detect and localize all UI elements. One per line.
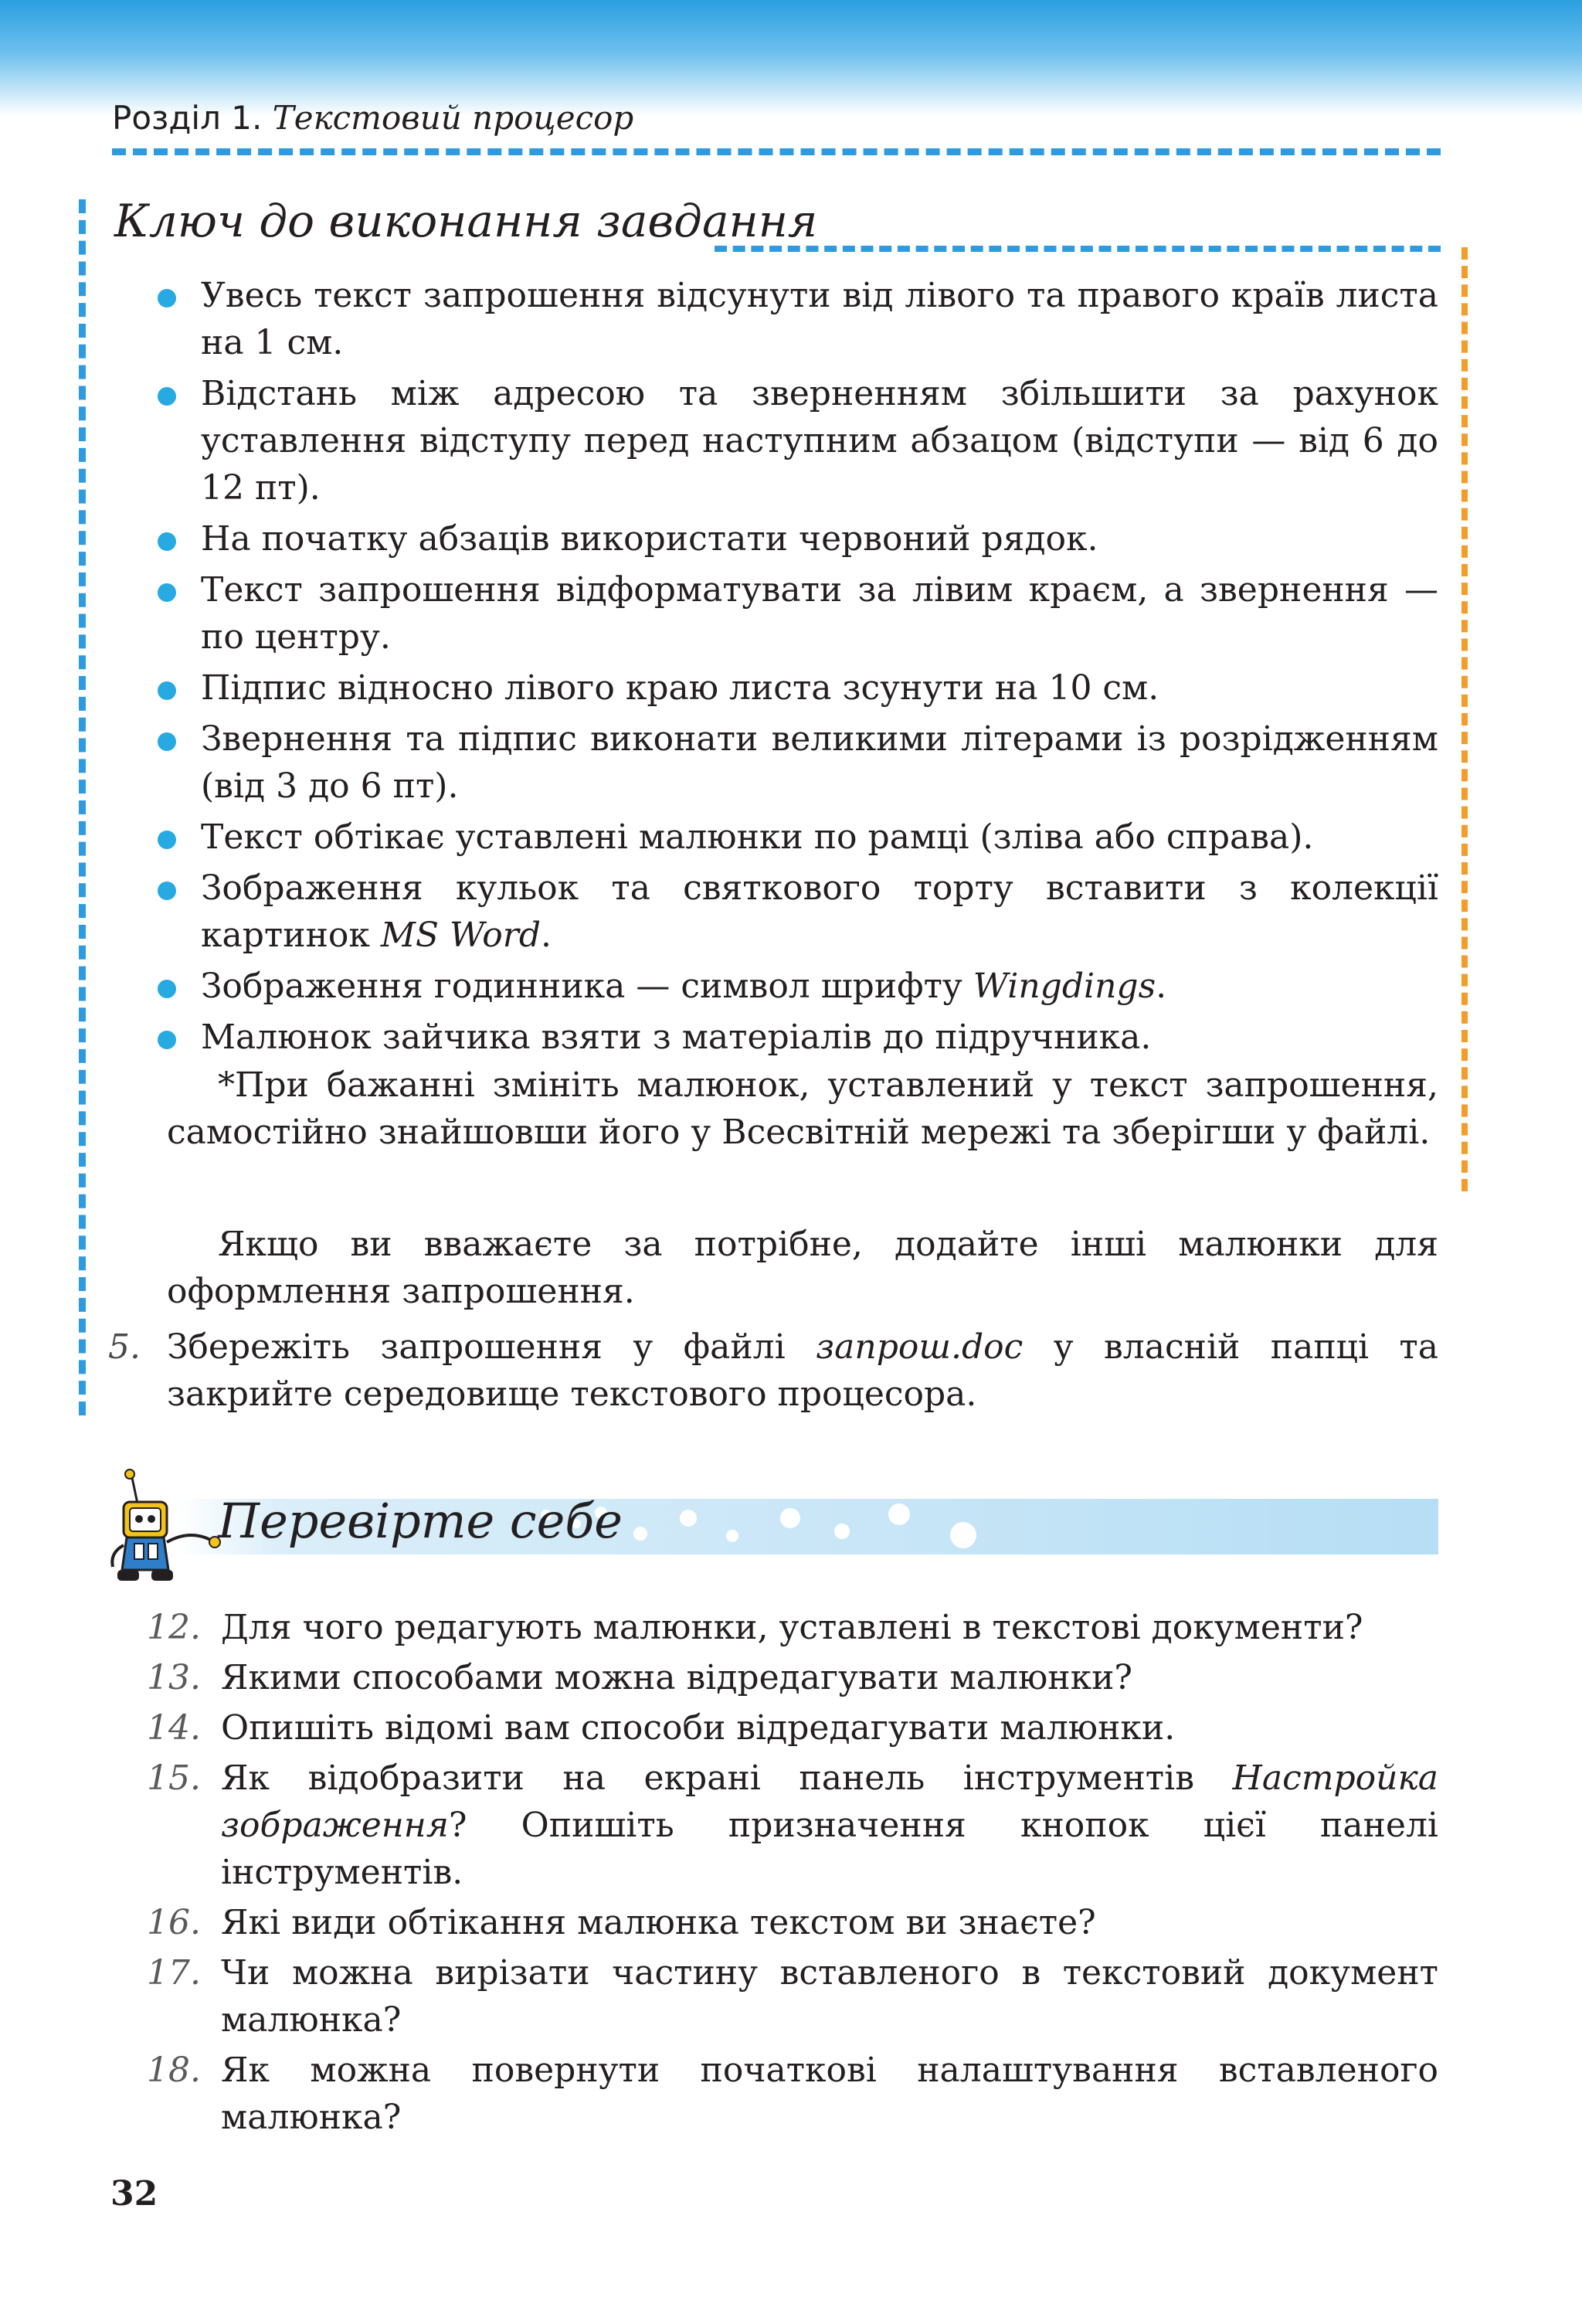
bullet-dot (158, 583, 176, 602)
bullet-dot (158, 1031, 176, 1049)
chapter-header (112, 99, 633, 137)
question-number: 14. (147, 1708, 201, 1748)
bullet-dot (158, 980, 176, 998)
key-title-divider (715, 246, 1441, 252)
extra-paragraph: Якщо ви вважаєте за потрібне, додайте інші малюнки для оформлення запрошення. (167, 1225, 1438, 1311)
bullet-dot (158, 882, 176, 900)
question-number: 15. (147, 1758, 201, 1798)
list-item: Зображення годинника — символ шрифту Wingdings. (154, 963, 1438, 1010)
right-dashed-border (1461, 247, 1468, 1191)
key-bullet-list (154, 272, 1438, 1065)
decor-bubble (726, 1530, 738, 1542)
list-item: 18. Як можна повернути початкові налаштування вставленого малюнка? (147, 2047, 1438, 2141)
question-number: 16. (147, 1903, 201, 1942)
left-dashed-border (79, 199, 86, 1415)
list-item: 17. Чи можна вирізати частину вставленого в текстовий документ малюнка? (147, 1949, 1438, 2044)
computer-mascot-icon (107, 1468, 222, 1592)
list-item: 13. Якими способами можна відредагувати малюнки? (147, 1654, 1438, 1701)
header-divider (112, 148, 1441, 155)
list-item: Текст запрошення відформатувати за лівим краєм, а звернення — по центру. (154, 566, 1438, 661)
question-number: 12. (147, 1608, 201, 1647)
bullet-dot (158, 289, 176, 307)
bullet-dot (158, 831, 176, 849)
list-item: Текст обтікає уставлені малюнки по рамці (зліва або справа). (154, 814, 1438, 861)
list-item: 16. Які види обтікання малюнка текстом ви знаєте? (147, 1899, 1438, 1946)
chapter-title: Текстовий процесор (272, 99, 634, 137)
step-5 (108, 1323, 1438, 1418)
list-item: Звернення та підпис виконати великими літерами із розрідженням (від 3 до 6 пт). (154, 715, 1438, 810)
decor-bubble (950, 1522, 976, 1548)
question-number: 18. (147, 2050, 201, 2090)
list-item: Підпис відносно лівого краю листа зсунути на 10 см. (154, 664, 1438, 712)
decor-bubble (888, 1503, 910, 1525)
key-section-title: Ключ до виконання завдання (114, 195, 818, 247)
list-item: Відстань між адресою та зверненням збільшити за рахунок уставлення відступу перед наступним абзацом (відступи — від 6 до 12 пт). (154, 370, 1438, 511)
bullet-dot (158, 532, 176, 551)
bullet-dot (158, 387, 176, 406)
question-number: 17. (147, 1953, 201, 1993)
decor-bubble (633, 1527, 647, 1541)
file-name: запрош.doc (816, 1327, 1024, 1367)
step-number: 5. (108, 1327, 141, 1367)
step-text: Збережіть запрошення у файлі запрош.doc у власній папці та закрийте середовище текстового процесора. (167, 1327, 1439, 1414)
bullet-dot (158, 681, 176, 700)
decor-bubble (834, 1524, 850, 1539)
list-item: Увесь текст запрошення відсунути від лівого та правого країв листа на 1 см. (154, 272, 1438, 366)
list-item: 15. Як відобразити на екрані панель інструментів Настройка зображення? Опишіть призначення кнопок цієї панелі інструментів. (147, 1755, 1438, 1896)
list-item: Зображення кульок та святкового торту вставити з колекції картинок MS Word. (154, 865, 1438, 959)
optional-note: *При бажанні змініть малюнок, уставлений у текст запрошення, самостійно знайшовши його у Всесвітній мережі та зберігши у файлі. (167, 1065, 1438, 1152)
decor-bubble (780, 1508, 800, 1528)
bullet-dot (158, 732, 176, 751)
question-number: 13. (147, 1658, 201, 1697)
list-item: 14. Опишіть відомі вам способи відредагувати малюнки. (147, 1704, 1438, 1751)
chapter-number: Розділ 1. (112, 99, 263, 137)
decor-bubble (680, 1510, 697, 1527)
list-item: 12. Для чого редагують малюнки, уставлені в текстові документи? (147, 1604, 1438, 1651)
review-questions (147, 1604, 1438, 2144)
page-number: 32 (110, 2174, 158, 2214)
list-item: На початку абзаців використати червоний рядок. (154, 515, 1438, 562)
list-item: Малюнок зайчика взяти з матеріалів до підручника. (154, 1014, 1438, 1061)
check-yourself-title: Перевірте себе (218, 1493, 623, 1549)
